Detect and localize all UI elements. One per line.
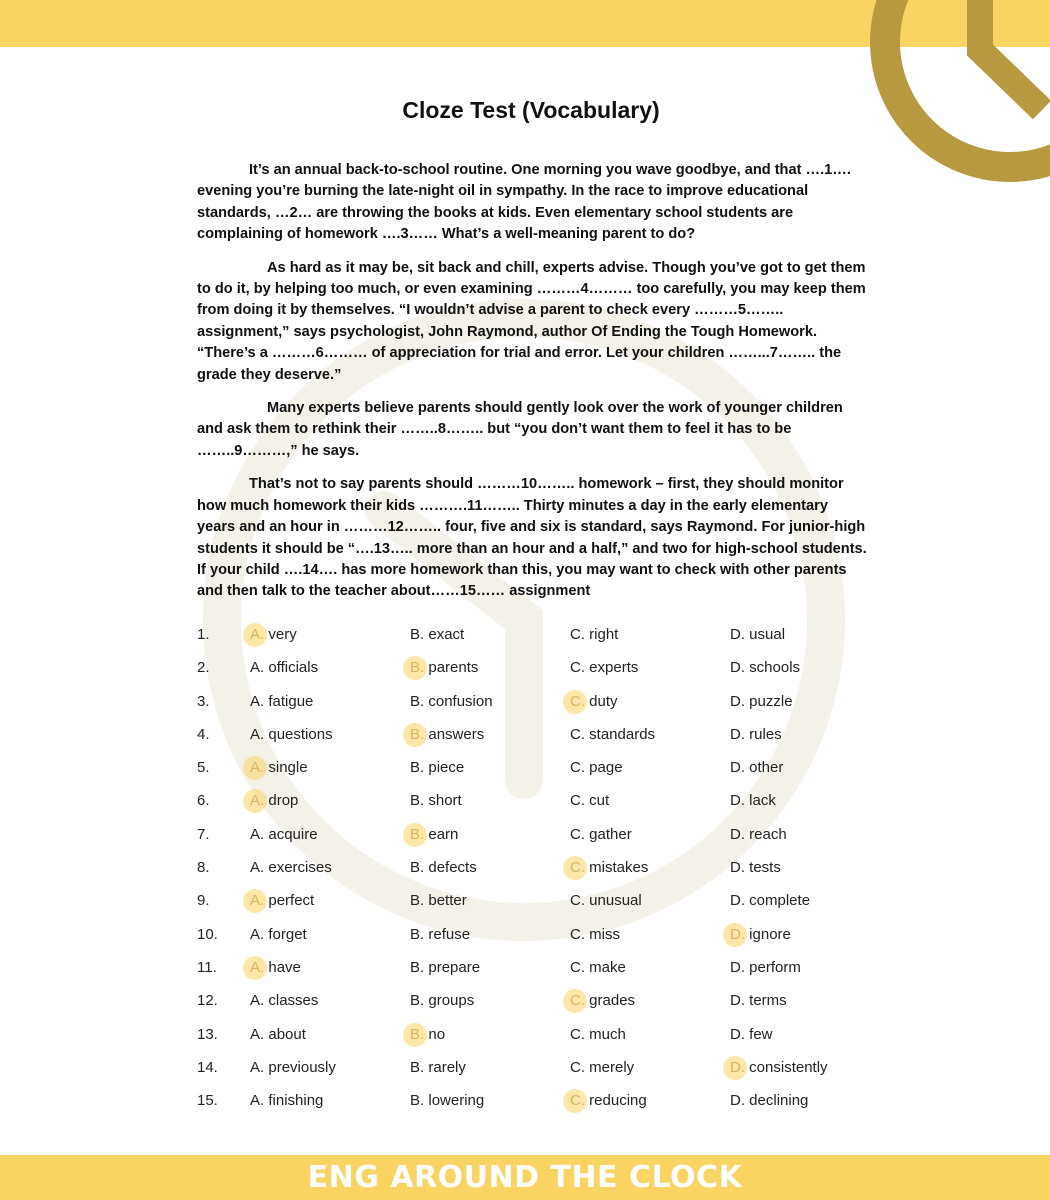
option-letter: B. — [410, 692, 425, 710]
answer-option[interactable] — [730, 1092, 808, 1109]
question-number: 5. — [197, 759, 210, 777]
option-word: fatigue — [268, 692, 314, 710]
option-letter: C. — [570, 859, 585, 877]
answer-option[interactable] — [410, 992, 474, 1009]
option-word: drop — [268, 792, 299, 810]
option-word: much — [589, 1025, 626, 1043]
option-word: declining — [749, 1092, 809, 1110]
answer-option[interactable] — [570, 726, 655, 743]
question-row — [197, 959, 897, 992]
option-word: terms — [749, 992, 787, 1010]
answer-option[interactable] — [570, 626, 618, 643]
option-letter: A. — [250, 1058, 265, 1076]
answer-option[interactable] — [570, 826, 632, 843]
answer-option-selected[interactable] — [570, 1092, 647, 1109]
answer-option-selected[interactable] — [730, 1059, 828, 1076]
answer-option[interactable] — [730, 626, 785, 643]
option-word: confusion — [428, 692, 493, 710]
footer-brand: ENG AROUND THE CLOCK — [307, 1160, 743, 1195]
question-row — [197, 693, 897, 726]
answer-option[interactable] — [410, 859, 477, 876]
question-number: 10. — [197, 925, 218, 943]
option-word: usual — [749, 626, 786, 643]
option-letter: A. — [250, 692, 265, 710]
option-word: defects — [428, 859, 477, 877]
option-letter: A. — [250, 626, 265, 643]
option-word: page — [589, 759, 623, 777]
option-word: rules — [749, 725, 782, 743]
question-row — [197, 792, 897, 825]
option-letter: B. — [410, 925, 425, 943]
question-row — [197, 626, 897, 659]
answer-option[interactable] — [730, 892, 810, 909]
option-letter: B. — [410, 958, 425, 976]
option-word: no — [428, 1025, 446, 1043]
option-letter: D. — [730, 925, 745, 943]
answer-option[interactable] — [570, 959, 626, 976]
option-word: previously — [268, 1058, 336, 1076]
answer-option[interactable] — [250, 1092, 323, 1109]
option-letter: D. — [730, 958, 745, 976]
option-letter: A. — [250, 792, 265, 810]
option-word: mistakes — [589, 859, 649, 877]
option-letter: C. — [570, 626, 585, 643]
answer-option[interactable] — [730, 959, 801, 976]
answer-option-selected[interactable] — [410, 726, 484, 743]
answer-option[interactable] — [410, 926, 470, 943]
option-letter: D. — [730, 692, 745, 710]
option-letter: C. — [570, 1025, 585, 1043]
option-letter: B. — [410, 792, 425, 810]
question-row — [197, 1092, 897, 1125]
option-word: perform — [749, 958, 801, 976]
answer-option[interactable] — [730, 693, 793, 710]
option-letter: C. — [570, 825, 585, 843]
answer-option[interactable] — [250, 859, 332, 876]
option-letter: B. — [410, 1025, 425, 1043]
option-word: grades — [589, 992, 636, 1010]
option-word: unusual — [589, 892, 642, 910]
option-letter: B. — [410, 1058, 425, 1076]
question-number: 8. — [197, 859, 210, 877]
question-number: 6. — [197, 792, 210, 810]
question-number: 14. — [197, 1058, 218, 1076]
option-word: short — [428, 792, 462, 810]
option-letter: A. — [250, 1092, 265, 1110]
answer-option[interactable] — [570, 759, 623, 776]
answer-option[interactable] — [730, 726, 782, 743]
answer-option[interactable] — [410, 693, 493, 710]
option-letter: A. — [250, 958, 265, 976]
passage-paragraph: It’s an annual back-to-school routine. One morning you wave goodbye, and that ….1…. evening you’re burning the late-night oil in sympathy. In the race to improve educational standards, …2… are throwing the books at kids. Even elementary school students are complaining of homework ….3…… What’s a well-meaning parent to do? — [197, 162, 851, 243]
passage-paragraph: As hard as it may be, sit back and chill, experts advise. Though you’ve got to get them to do it, by helping too much, or even examining ………4……… too carefully, you may keep them from doing it by themselves. “I wouldn’t advise a parent to check every ………5…….. assignment,” says psychologist, John Raymond, author Of Ending the Tough Homework. “There’s a ………6……… of appreciation for trial and error. Let your children ……...7…….. the grade they deserve.” — [197, 259, 866, 383]
option-letter: B. — [410, 825, 425, 843]
option-letter: B. — [410, 992, 425, 1010]
answer-option[interactable] — [730, 792, 776, 809]
answer-option-selected[interactable] — [570, 859, 648, 876]
option-word: cut — [589, 792, 610, 810]
question-row — [197, 726, 897, 759]
option-word: perfect — [268, 892, 315, 910]
question-row — [197, 892, 897, 925]
option-letter: C. — [570, 958, 585, 976]
option-letter: C. — [570, 692, 585, 710]
option-letter: A. — [250, 992, 265, 1010]
question-row — [197, 659, 897, 692]
answer-option[interactable] — [410, 1059, 466, 1076]
question-number: 3. — [197, 692, 210, 710]
answer-option[interactable] — [410, 626, 464, 643]
option-word: reducing — [589, 1092, 647, 1110]
option-letter: B. — [410, 759, 425, 777]
answer-option-selected[interactable] — [570, 992, 635, 1009]
option-word: exercises — [268, 859, 332, 877]
answer-option-selected[interactable] — [250, 759, 308, 776]
option-letter: D. — [730, 626, 745, 643]
option-letter: C. — [570, 1058, 585, 1076]
option-word: few — [749, 1025, 773, 1043]
option-word: have — [268, 958, 301, 976]
option-word: forget — [268, 925, 307, 943]
option-word: exact — [428, 626, 465, 643]
option-word: duty — [589, 692, 618, 710]
question-row — [197, 926, 897, 959]
answer-option[interactable] — [730, 659, 800, 676]
answer-option[interactable] — [730, 1026, 773, 1043]
answer-option[interactable] — [570, 659, 638, 676]
option-letter: D. — [730, 1092, 745, 1110]
option-letter: D. — [730, 992, 745, 1010]
option-word: answers — [428, 725, 485, 743]
option-word: parents — [428, 659, 479, 677]
question-number: 11. — [197, 958, 217, 976]
answer-option[interactable] — [570, 1059, 634, 1076]
answer-option[interactable] — [730, 826, 787, 843]
option-word: questions — [268, 725, 333, 743]
option-word: reach — [749, 825, 787, 843]
answer-option[interactable] — [250, 992, 318, 1009]
option-letter: B. — [410, 892, 425, 910]
answer-option[interactable] — [250, 826, 318, 843]
passage-paragraph: Many experts believe parents should gently look over the work of younger children and ask them to rethink their ……..8…….. but “you don’t want them to feel it has to be ……..9………,” he says. — [197, 400, 843, 459]
option-word: about — [268, 1025, 306, 1043]
option-letter: D. — [730, 792, 745, 810]
answer-option[interactable] — [410, 892, 467, 909]
answer-option-selected[interactable] — [250, 626, 297, 643]
option-word: tests — [749, 859, 781, 877]
answer-option[interactable] — [250, 926, 307, 943]
option-word: gather — [589, 825, 632, 843]
option-word: piece — [428, 759, 465, 777]
answer-option[interactable] — [570, 926, 620, 943]
answer-option[interactable] — [410, 759, 464, 776]
option-word: better — [428, 892, 467, 910]
answer-option-selected[interactable] — [250, 959, 301, 976]
option-letter: D. — [730, 1025, 745, 1043]
option-letter: A. — [250, 759, 265, 777]
option-letter: C. — [570, 659, 585, 677]
option-letter: A. — [250, 659, 265, 677]
question-number: 1. — [197, 626, 210, 643]
option-word: complete — [749, 892, 811, 910]
question-number: 2. — [197, 659, 210, 677]
option-letter: C. — [570, 759, 585, 777]
option-word: puzzle — [749, 692, 793, 710]
question-number: 4. — [197, 725, 210, 743]
question-number: 9. — [197, 892, 210, 910]
option-letter: D. — [730, 892, 745, 910]
option-letter: A. — [250, 892, 265, 910]
option-word: miss — [589, 925, 620, 943]
option-word: finishing — [268, 1092, 324, 1110]
option-word: rarely — [428, 1058, 466, 1076]
question-number: 12. — [197, 992, 218, 1010]
option-letter: D. — [730, 1058, 745, 1076]
option-letter: B. — [410, 859, 425, 877]
answer-option[interactable] — [570, 892, 642, 909]
question-number: 7. — [197, 825, 210, 843]
answer-option-selected[interactable] — [250, 892, 314, 909]
answer-option-selected[interactable] — [410, 659, 478, 676]
option-word: acquire — [268, 825, 318, 843]
question-row — [197, 826, 897, 859]
option-word: ignore — [749, 925, 791, 943]
question-row — [197, 759, 897, 792]
option-letter: C. — [570, 992, 585, 1010]
option-letter: D. — [730, 659, 745, 677]
option-letter: C. — [570, 725, 585, 743]
answer-option[interactable] — [410, 792, 462, 809]
question-number: 15. — [197, 1092, 218, 1110]
question-row — [197, 1026, 897, 1059]
answer-option[interactable] — [250, 659, 318, 676]
question-row — [197, 992, 897, 1025]
answer-option[interactable] — [730, 992, 787, 1009]
option-word: experts — [589, 659, 639, 677]
option-word: standards — [589, 725, 656, 743]
passage-paragraph: That’s not to say parents should ………10…….. homework – first, they should monitor how much homework their kids ……….11…….. Thirty minutes a day in the early elementary years and an hour in ………12…….. four, five and six is standard, says Raymond. For junior-high students it should be “….13….. more than an hour and a half,” and two for high-school students. If your child ….14…. has more homework than this, you may want to check with other parents and then talk to the teacher about……15…… assignment — [197, 476, 867, 600]
option-letter: C. — [570, 892, 585, 910]
answer-option[interactable] — [730, 759, 783, 776]
option-letter: A. — [250, 1025, 265, 1043]
page-title: Cloze Test (Vocabulary) — [402, 97, 660, 123]
question-row — [197, 859, 897, 892]
option-letter: A. — [250, 925, 265, 943]
option-letter: A. — [250, 859, 265, 877]
option-word: lowering — [428, 1092, 485, 1110]
option-letter: B. — [410, 626, 425, 643]
option-letter: D. — [730, 725, 745, 743]
option-word: lack — [749, 792, 776, 810]
answer-option-selected[interactable] — [250, 792, 298, 809]
option-word: very — [268, 626, 297, 643]
footer-band — [0, 1155, 1050, 1200]
option-word: groups — [428, 992, 475, 1010]
option-letter: D. — [730, 859, 745, 877]
option-letter: A. — [250, 825, 265, 843]
answer-option-selected[interactable] — [410, 826, 458, 843]
option-word: right — [589, 626, 619, 643]
answer-option[interactable] — [410, 959, 480, 976]
answer-option-selected[interactable] — [410, 1026, 445, 1043]
answer-option-selected[interactable] — [570, 693, 618, 710]
option-word: classes — [268, 992, 319, 1010]
answer-option[interactable] — [250, 726, 333, 743]
option-word: single — [268, 759, 308, 777]
answer-option[interactable] — [250, 1026, 306, 1043]
answer-option[interactable] — [410, 1092, 484, 1109]
option-letter: D. — [730, 759, 745, 777]
option-letter: B. — [410, 1092, 425, 1110]
option-word: refuse — [428, 925, 471, 943]
option-word: other — [749, 759, 784, 777]
option-letter: B. — [410, 659, 425, 677]
option-word: consistently — [749, 1058, 828, 1076]
answer-option[interactable] — [250, 1059, 336, 1076]
option-word: schools — [749, 659, 801, 677]
option-word: prepare — [428, 958, 481, 976]
option-letter: B. — [410, 725, 425, 743]
answer-option[interactable] — [570, 792, 609, 809]
answer-option-selected[interactable] — [730, 926, 791, 943]
answer-option[interactable] — [570, 1026, 626, 1043]
option-letter: D. — [730, 825, 745, 843]
option-letter: C. — [570, 1092, 585, 1110]
option-word: merely — [589, 1058, 635, 1076]
answer-option[interactable] — [730, 859, 781, 876]
question-number: 13. — [197, 1025, 218, 1043]
option-letter: C. — [570, 925, 585, 943]
option-word: make — [589, 958, 626, 976]
option-letter: C. — [570, 792, 585, 810]
question-row — [197, 1059, 897, 1092]
answer-options — [197, 626, 897, 1125]
option-word: officials — [268, 659, 319, 677]
option-word: earn — [428, 825, 459, 843]
answer-option[interactable] — [250, 693, 313, 710]
cloze-passage — [197, 160, 867, 615]
option-letter: A. — [250, 725, 265, 743]
